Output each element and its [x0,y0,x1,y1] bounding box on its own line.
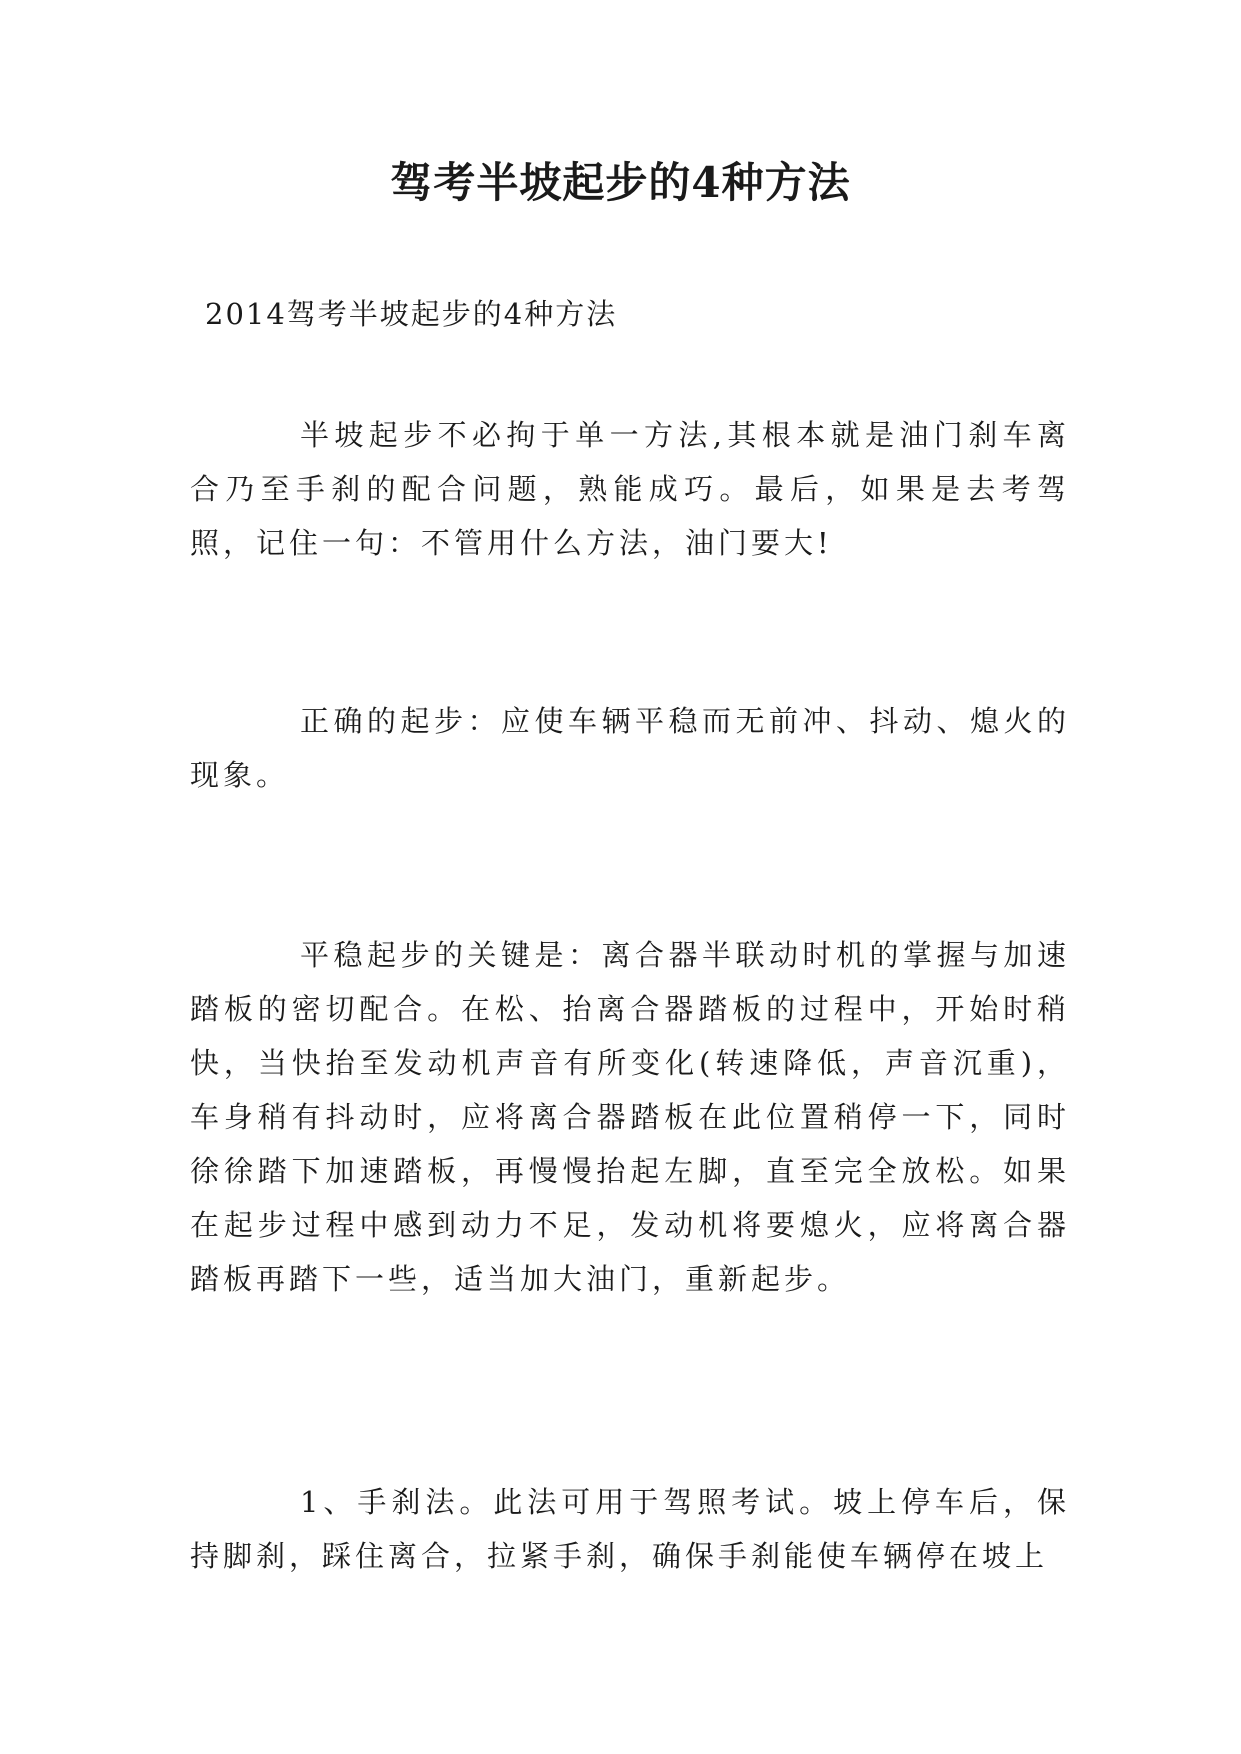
paragraph-key-points: 平稳起步的关键是：离合器半联动时机的掌握与加速踏板的密切配合。在松、抬离合器踏板的过程中，开始时稍快，当快抬至发动机声音有所变化(转速降低，声音沉重)，车身稍有抖动时，应将离合器踏板在此位置稍停一下，同时徐徐踏下加速踏板，再慢慢抬起左脚，直至完全放松。如果在起步过程中感到动力不足，发动机将要熄火，应将离合器踏板再踏下一些，适当加大油门，重新起步。 [190,938,1070,1296]
document-subtitle: 2014驾考半坡起步的4种方法 [205,297,618,331]
document-title: 驾考半坡起步的4种方法 [390,158,851,207]
paragraph-correct-start: 正确的起步：应使车辆平稳而无前冲、抖动、熄火的现象。 [190,704,1070,792]
paragraph-method-1: 1、手刹法。此法可用于驾照考试。坡上停车后，保持脚刹，踩住离合，拉紧手刹，确保手刹能使车辆停在坡上 [190,1485,1070,1573]
paragraph-intro: 半坡起步不必拘于单一方法,其根本就是油门刹车离合乃至手刹的配合问题，熟能成巧。最后，如果是去考驾照，记住一句：不管用什么方法，油门要大! [190,418,1070,560]
